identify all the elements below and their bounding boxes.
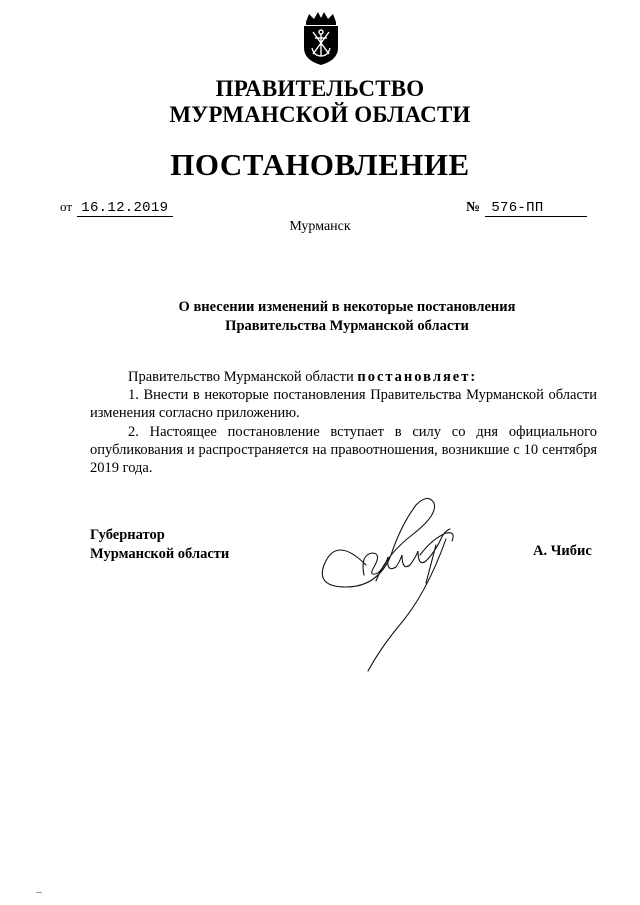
date-value: 16.12.2019	[77, 200, 173, 217]
coat-of-arms-icon	[298, 8, 344, 66]
intro-text: Правительство Мурманской области	[128, 369, 354, 385]
organization-line-2: МУРМАНСКОЙ ОБЛАСТИ	[169, 102, 471, 127]
subject-line-1: О внесении изменений в некоторые постановления	[178, 299, 516, 315]
number-value: 576-ПП	[485, 200, 587, 217]
page-mark	[36, 892, 42, 893]
body-intro	[90, 368, 597, 386]
body-item-1: 1. Внести в некоторые постановления Правительства Мурманской области изменения согласно приложению.	[90, 387, 597, 422]
signatory-name: А. Чибис	[533, 543, 592, 559]
organization-title	[0, 76, 640, 128]
document-body	[90, 368, 597, 477]
subject-line-2: Правительства Мурманской области	[225, 318, 469, 334]
handwritten-signature-icon	[316, 495, 466, 695]
signatory-title-line-1: Губернатор	[90, 527, 165, 543]
signatory-title-line-2: Мурманской области	[90, 545, 230, 562]
number-prefix: №	[466, 200, 481, 215]
signatory-title	[90, 526, 229, 563]
intro-keyword: постановляет:	[357, 369, 478, 385]
body-item-2: 2. Настоящее постановление вступает в силу со дня официального опубликования и распространяется на правоотношения, возникшие с 10 сентября 2019 года.	[90, 423, 597, 477]
document-type-title: ПОСТАНОВЛЕНИЕ	[170, 147, 470, 182]
date-prefix: от	[60, 199, 73, 214]
number-field	[466, 199, 587, 217]
city-label: Мурманск	[289, 219, 351, 234]
date-field	[60, 199, 173, 217]
organization-line-1: ПРАВИТЕЛЬСТВО	[215, 76, 425, 101]
document-subject	[0, 298, 640, 336]
